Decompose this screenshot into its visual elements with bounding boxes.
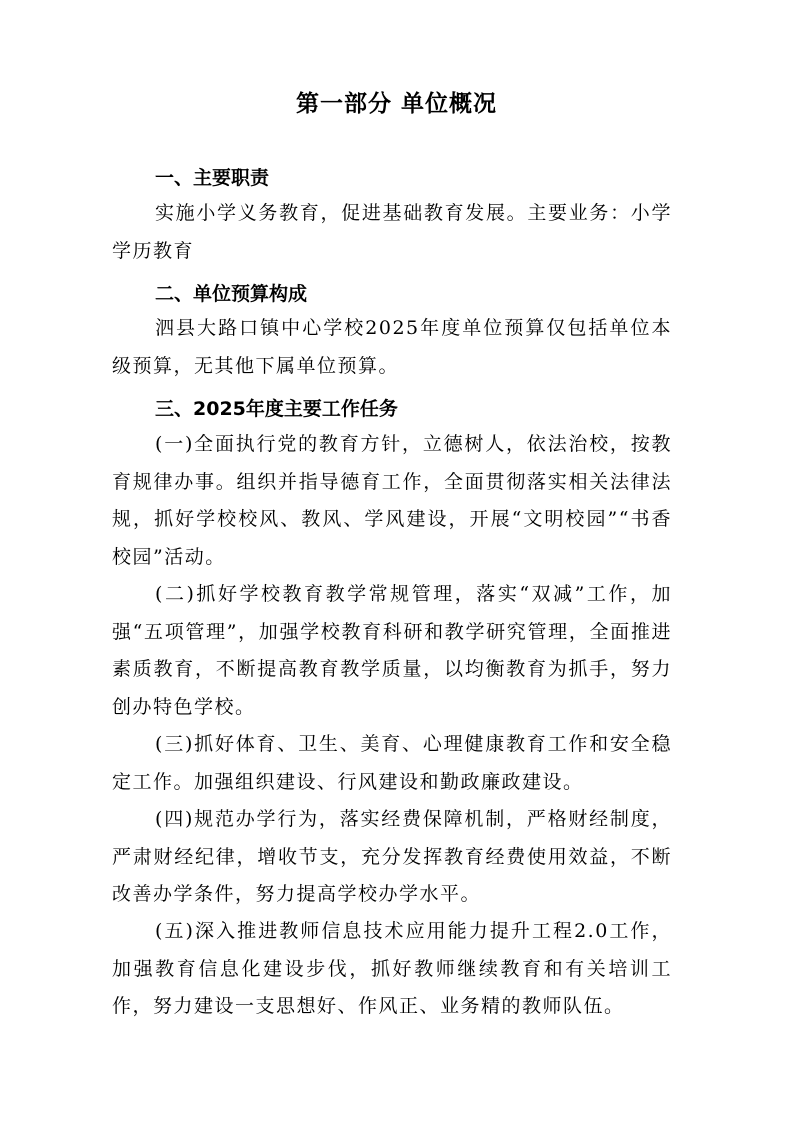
paragraph-task-1: (一)全面执行党的教育方针，立德树人，依法治校，按教育规律办事。组织并指导德育工作，全面贯彻落实相关法律法规，抓好学校校风、教风、学风建设，开展“文明校园”“书香校园”活动。 bbox=[112, 433, 672, 568]
section-heading-main-tasks: 三、2025年度主要工作任务 bbox=[155, 398, 398, 420]
paragraph-task-2: (二)抓好学校教育教学常规管理，落实“双减”工作，加强“五项管理”，加强学校教育科研和教学研究管理，全面推进素质教育，不断提高教育教学质量，以均衡教育为抓手，努力创办特色学校。 bbox=[112, 583, 672, 718]
section-heading-responsibilities: 一、主要职责 bbox=[155, 167, 270, 189]
paragraph-responsibilities: 实施小学义务教育，促进基础教育发展。主要业务：小学学历教育 bbox=[112, 202, 672, 262]
section-heading-budget-structure: 二、单位预算构成 bbox=[155, 283, 308, 305]
paragraph-budget-structure: 泗县大路口镇中心学校2025年度单位预算仅包括单位本级预算，无其他下属单位预算。 bbox=[112, 317, 672, 377]
paragraph-task-5: (五)深入推进教师信息技术应用能力提升工程2.0工作，加强教育信息化建设步伐，抓好教师继续教育和有关培训工作，努力建设一支思想好、作风正、业务精的教师队伍。 bbox=[112, 920, 672, 1017]
page-title: 第一部分 单位概况 bbox=[295, 91, 497, 117]
paragraph-task-3: (三)抓好体育、卫生、美育、心理健康教育工作和安全稳定工作。加强组织建设、行风建设和勤政廉政建设。 bbox=[112, 733, 672, 793]
paragraph-task-4: (四)规范办学行为，落实经费保障机制，严格财经制度，严肃财经纪律，增收节支，充分发挥教育经费使用效益，不断改善办学条件，努力提高学校办学水平。 bbox=[112, 808, 672, 905]
